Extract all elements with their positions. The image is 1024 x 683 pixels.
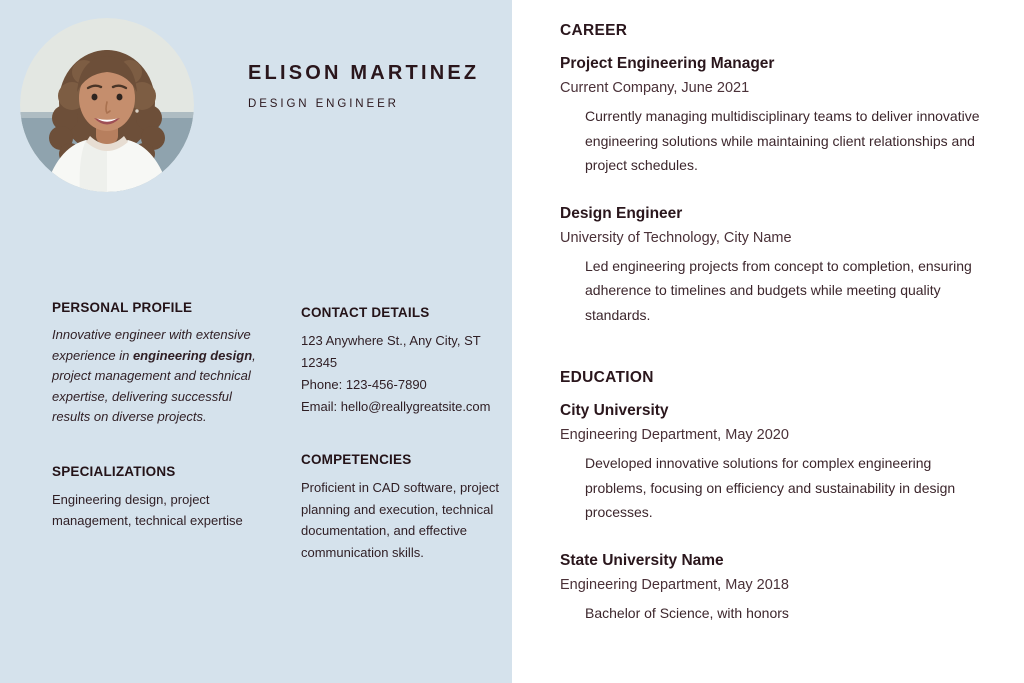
person-name: ELISON MARTINEZ [248, 62, 480, 84]
profile-photo [20, 18, 194, 192]
contact-email: Email: hello@reallygreatsite.com [301, 399, 491, 414]
personal-profile-text [52, 325, 257, 428]
education-entry-subtitle: Engineering Department, May 2018 [560, 576, 789, 593]
career-section [560, 22, 1002, 327]
education-entry-title: State University Name [560, 551, 724, 569]
profile-text-start: Innovative engineer with extensive experience in [52, 327, 251, 363]
career-entry-title: Project Engineering Manager [560, 55, 775, 72]
specializations-heading: SPECIALIZATIONS [52, 463, 176, 479]
education-entry-description: Developed innovative solutions for complex engineering problems, focusing on efficiency and sustainability in design processes. [585, 455, 956, 520]
education-section [560, 369, 1002, 625]
sidebar-column-left [52, 300, 257, 531]
career-entry-title: Design Engineer [560, 204, 683, 222]
main-content-panel [512, 0, 1024, 683]
contact-phone: Phone: 123-456-7890 [301, 377, 427, 392]
person-job-title: DESIGN ENGINEER [248, 98, 399, 110]
contact-details-heading: CONTACT DETAILS [301, 305, 430, 320]
profile-text-bold: engineering design [132, 347, 253, 363]
contact-address: 123 Anywhere St., Any City, ST 12345 [301, 333, 481, 370]
portrait-illustration [20, 18, 194, 192]
career-entry-subtitle: Current Company, June 2021 [560, 80, 750, 96]
identity-block [248, 62, 479, 110]
competencies-text: Proficient in CAD software, project planning and execution, technical documentation, and effective communication skills. [301, 480, 499, 560]
career-entry-description: Led engineering projects from concept to completion, ensuring adherence to timelines and budgets while meeting quality standards. [585, 257, 972, 323]
career-entry-description: Currently managing multidisciplinary teams to deliver innovative engineering solutions while maintaining client relationships and project schedules. [585, 108, 980, 173]
specializations-text: Engineering design, project management, technical expertise [52, 491, 243, 528]
education-entry-subtitle: Engineering Department, May 2020 [560, 427, 789, 443]
career-heading: CAREER [560, 22, 628, 39]
education-entry-title: City University [560, 402, 669, 419]
specializations-section [52, 464, 257, 531]
competencies-heading: COMPETENCIES [301, 452, 412, 467]
career-entry-subtitle: University of Technology, City Name [560, 229, 792, 246]
sidebar-column-right [301, 305, 508, 563]
career-entry [560, 203, 1002, 328]
education-entry-description: Bachelor of Science, with honors [585, 604, 789, 621]
contact-details-section [301, 305, 508, 418]
personal-profile-heading: PERSONAL PROFILE [52, 300, 193, 315]
contact-lines [301, 330, 508, 418]
education-entry [560, 550, 1002, 626]
profile-text-end: , project management and technical expertise, delivering successful results on diverse projects. [52, 347, 256, 424]
education-heading: EDUCATION [560, 369, 654, 386]
career-entry [560, 53, 1002, 178]
personal-profile-section [52, 300, 257, 428]
competencies-section [301, 452, 508, 563]
education-entry [560, 400, 1002, 525]
